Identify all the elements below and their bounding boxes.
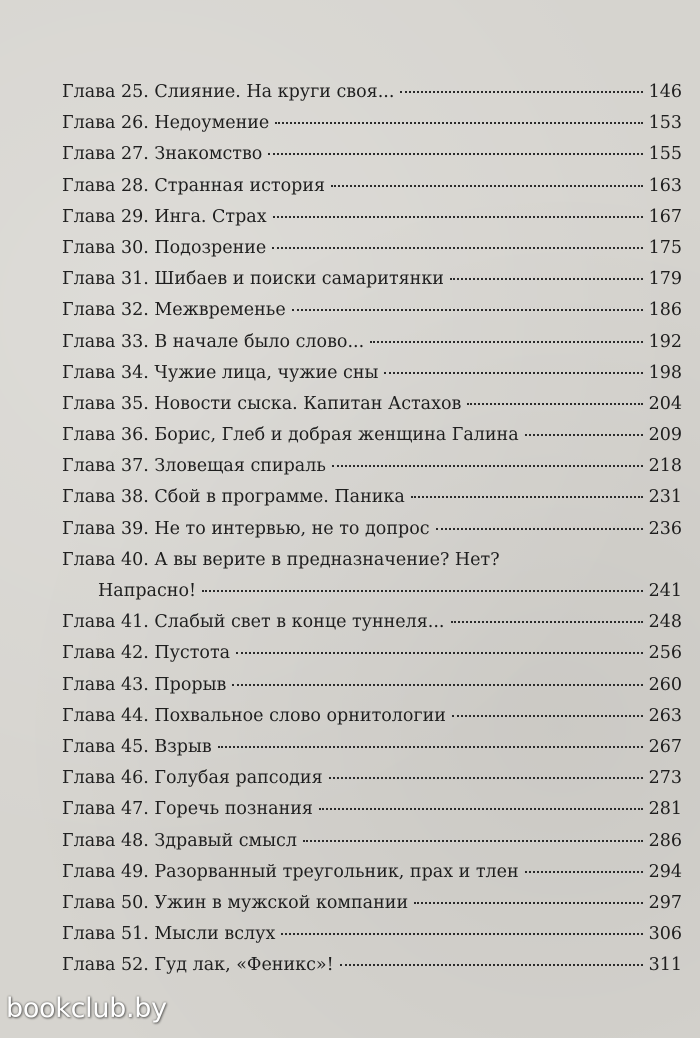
page-number: 286 xyxy=(648,830,682,851)
leader-dots xyxy=(236,652,643,654)
toc-entry-28 xyxy=(62,171,682,202)
chapter-title: Глава 28. Странная история xyxy=(62,175,326,196)
page-number: 163 xyxy=(648,175,682,196)
chapter-title: Глава 45. Взрыв xyxy=(62,736,212,757)
toc-entry-51 xyxy=(62,919,682,950)
chapter-title: Глава 37. Зловещая спираль xyxy=(62,456,326,477)
toc-entry-33 xyxy=(62,327,682,358)
chapter-title: Глава 39. Не то интервью, не то допрос xyxy=(62,518,430,539)
page-number: 198 xyxy=(648,362,682,383)
leader-dots xyxy=(202,590,643,592)
page-number: 236 xyxy=(648,518,682,539)
chapter-title-continuation: Напрасно! xyxy=(98,581,197,601)
chapter-title: Глава 35. Новости сыска. Капитан Астахов xyxy=(62,393,462,414)
leader-dots xyxy=(384,372,642,374)
leader-dots xyxy=(525,871,643,873)
toc-entry-52 xyxy=(62,950,682,981)
toc-entry-50 xyxy=(62,888,682,919)
toc-entry-30 xyxy=(62,233,682,264)
toc-entry-46 xyxy=(62,763,682,794)
toc-entry-41 xyxy=(62,607,682,638)
chapter-title: Глава 48. Здравый смысл xyxy=(62,830,297,851)
page-number: 175 xyxy=(648,237,682,258)
toc-entry-25 xyxy=(62,77,682,108)
page-number: 267 xyxy=(648,736,682,757)
chapter-title: Глава 41. Слабый свет в конце туннеля... xyxy=(62,612,445,633)
page-number: 273 xyxy=(648,768,682,789)
chapter-title: Глава 46. Голубая рапсодия xyxy=(62,768,323,789)
page-number: 146 xyxy=(648,82,682,102)
leader-dots xyxy=(275,122,642,124)
page-number: 192 xyxy=(648,331,682,352)
page-number: 179 xyxy=(648,269,682,290)
leader-dots xyxy=(292,309,643,311)
watermark: bookclub.by xyxy=(6,993,167,1024)
toc-entry-43 xyxy=(62,670,682,701)
toc-entry-31 xyxy=(62,264,682,295)
toc-entry-40-line1 xyxy=(62,545,682,576)
toc-entry-34 xyxy=(62,358,682,389)
leader-dots xyxy=(436,528,643,530)
chapter-title: Глава 42. Пустота xyxy=(62,643,231,664)
page-number: 248 xyxy=(648,612,682,633)
toc-entry-48 xyxy=(62,826,682,857)
page-number: 311 xyxy=(648,955,682,976)
toc-entry-27 xyxy=(62,139,682,170)
page-number: 209 xyxy=(648,425,682,446)
chapter-title: Глава 34. Чужие лица, чужие сны xyxy=(62,362,379,383)
toc-entry-45 xyxy=(62,732,682,763)
toc-entry-37 xyxy=(62,451,682,482)
leader-dots xyxy=(232,684,642,686)
leader-dots xyxy=(281,933,642,935)
page-number: 218 xyxy=(648,456,682,477)
toc-entry-40-line2 xyxy=(62,576,682,607)
chapter-title: Глава 47. Горечь познания xyxy=(62,799,313,820)
page-number: 167 xyxy=(648,206,682,227)
chapter-title: Глава 40. А вы верите в предназначение? Нет? xyxy=(62,549,500,570)
page-number: 256 xyxy=(648,643,682,664)
chapter-title: Глава 43. Прорыв xyxy=(62,674,227,695)
chapter-title: Глава 50. Ужин в мужской компании xyxy=(62,892,409,913)
leader-dots xyxy=(319,808,643,810)
leader-dots xyxy=(218,746,643,748)
toc-entry-36 xyxy=(62,420,682,451)
chapter-title: Глава 26. Недоумение xyxy=(62,113,270,134)
chapter-title: Глава 30. Подозрение xyxy=(62,237,267,258)
page-number: 306 xyxy=(648,924,682,945)
leader-dots xyxy=(332,465,643,467)
table-of-contents xyxy=(62,77,682,981)
leader-dots xyxy=(451,621,643,623)
page-number: 186 xyxy=(648,300,682,321)
chapter-title: Глава 51. Мысли вслух xyxy=(62,924,276,945)
toc-entry-42 xyxy=(62,638,682,669)
leader-dots xyxy=(414,902,642,904)
page-number: 153 xyxy=(648,113,682,134)
toc-entry-49 xyxy=(62,857,682,888)
leader-dots xyxy=(411,496,643,498)
page-number: 241 xyxy=(648,581,682,601)
leader-dots xyxy=(370,341,642,343)
leader-dots xyxy=(525,434,643,436)
chapter-title: Глава 27. Знакомство xyxy=(62,144,263,165)
chapter-title: Глава 36. Борис, Глеб и добрая женщина Галина xyxy=(62,425,519,446)
chapter-title: Глава 32. Межвременье xyxy=(62,300,286,321)
leader-dots xyxy=(340,964,643,966)
page-number: 297 xyxy=(648,892,682,913)
toc-entry-38 xyxy=(62,482,682,513)
leader-dots xyxy=(303,840,643,842)
leader-dots xyxy=(273,216,643,218)
toc-entry-44 xyxy=(62,701,682,732)
chapter-title: Глава 25. Слияние. На круги своя... xyxy=(62,82,395,102)
toc-entry-39 xyxy=(62,514,682,545)
leader-dots xyxy=(268,153,642,155)
page-number: 263 xyxy=(648,705,682,726)
leader-dots xyxy=(329,777,643,779)
leader-dots xyxy=(467,403,642,405)
page-number: 260 xyxy=(648,674,682,695)
toc-entry-47 xyxy=(62,794,682,825)
leader-dots xyxy=(331,185,643,187)
page-number: 294 xyxy=(648,861,682,882)
toc-entry-35 xyxy=(62,389,682,420)
page-number: 155 xyxy=(648,144,682,165)
leader-dots xyxy=(452,715,643,717)
toc-entry-26 xyxy=(62,108,682,139)
toc-entry-29 xyxy=(62,202,682,233)
chapter-title: Глава 33. В начале было слово... xyxy=(62,331,365,352)
chapter-title: Глава 31. Шибаев и поиски самаритянки xyxy=(62,269,444,290)
leader-dots xyxy=(272,247,642,249)
chapter-title: Глава 38. Сбой в программе. Паника xyxy=(62,487,405,508)
chapter-title: Глава 52. Гуд лак, «Феникс»! xyxy=(62,955,334,976)
leader-dots xyxy=(450,278,643,280)
page-number: 204 xyxy=(648,393,682,414)
chapter-title: Глава 49. Разорванный треугольник, прах и тлен xyxy=(62,861,519,882)
chapter-title: Глава 29. Инга. Страх xyxy=(62,206,267,227)
leader-dots xyxy=(400,91,642,93)
page-number: 231 xyxy=(648,487,682,508)
page-number: 281 xyxy=(648,799,682,820)
toc-entry-32 xyxy=(62,295,682,326)
chapter-title: Глава 44. Похвальное слово орнитологии xyxy=(62,705,446,726)
